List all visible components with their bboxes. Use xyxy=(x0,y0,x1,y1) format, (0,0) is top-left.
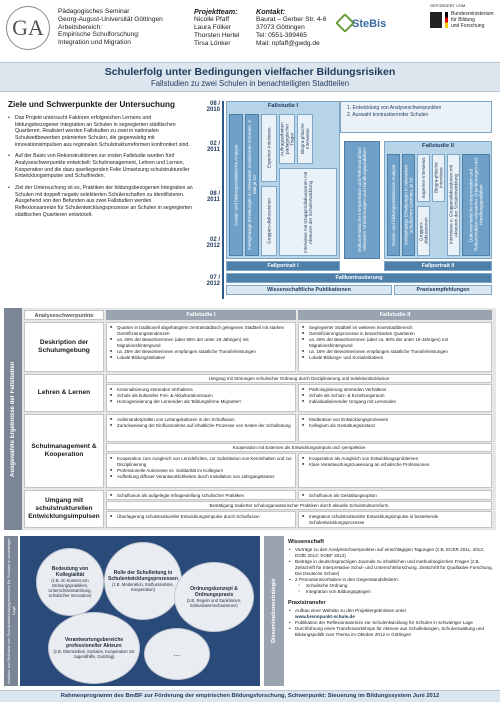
team-member: Laura Fölker xyxy=(194,24,232,32)
fs1-cell: ■ Überlagerung schulstruktureller Entwicklungsimpulse durch Schulfusion xyxy=(106,511,296,528)
timeline-axis xyxy=(222,101,224,299)
contact-line: Baurat – Gerber Str. 4-6 xyxy=(256,16,327,24)
results-row xyxy=(24,414,494,488)
fs2-method-col: mehrphasige Erhebungen in relevanten schulischen Gremien, je 10 xyxy=(402,154,415,256)
institution-block xyxy=(58,8,163,47)
fs2-method-col: Sozial- und bildungsstatistische Analyse xyxy=(387,154,400,256)
team-member: Tirsa Lönker xyxy=(194,39,231,47)
timeline-year: 08 / 2010 xyxy=(206,101,220,113)
science-heading: Wissenschaft xyxy=(288,539,325,545)
reflection-side-label: Ansätze zur Reflexion von Schulentwicklungsprozessen für Schulen in schwieriger Lage xyxy=(4,536,18,686)
title-bar xyxy=(0,62,500,92)
reflection-bubble: Ordnungskonzept & Ordnungspraxis (z.B. Regeln und Sanktionen, Exklusionsmechanismen) xyxy=(174,562,254,632)
university-seal-icon: GA xyxy=(6,6,50,50)
project-website-link[interactable]: www.brennpunkt-schule.de xyxy=(295,614,355,620)
contact-line: Tel: 0551-399465 xyxy=(256,32,307,40)
institution-line: Empirische Schulforschung: xyxy=(58,31,140,39)
col-header-fs2: Fallstudie II xyxy=(298,310,492,320)
team-member: Nicolle Pfaff xyxy=(194,16,230,24)
col-header-focus: Analyseschwerpunkte xyxy=(24,310,104,320)
practice-heading: Praxistransfer xyxy=(288,600,326,607)
science-subitem: ○ Integration von Bildungsgängen xyxy=(288,589,496,595)
fs1-cell: ■ Kriminalisierung störenden Verhaltens ■ Schule als kultureller Frei- & Akkulturationsraum ■ Homogenisierung der Lernenden als 'Bildungsferne Migranten' xyxy=(106,384,296,412)
fs1-method-col: Sozial- und bildungsstatistische Analyse xyxy=(229,114,243,256)
fs1-method-col: Interviews mit Gruppendiskussionen mit Akteuren der Schulentwicklung xyxy=(279,168,337,256)
fs2-method-col: Interviews u. Gruppendiskussionen mit Akteuren der Schulentwicklung xyxy=(447,154,460,256)
step-item: 2. Auswahl kontrastierender Schulen xyxy=(347,112,429,118)
reconstruction-col: Dokumentarische Interpretation und Rekonstruktion relevanter Orientierungen und Handlungspraktiken xyxy=(344,141,380,259)
fs2-method-col: Dokumentarische Interpretation und Rekonstruktion relevanter Orientierungen und Handlungspraktiken xyxy=(462,154,490,256)
science-item: • Vorträge zu den Analyseschwerpunkten auf einschlägigen Tagungen (z.B. ECER 2011, 2012; DGfE 2012; SOBF 2012) xyxy=(288,547,496,559)
bmbf-line: für Bildung xyxy=(451,16,475,23)
practice-item: • Durchführung eines Transferworkshops für Akteure aus Schulleitungen, Schulverwaltung und Bildungspolitik zum Thema im Oktober 2012 in Göttingen xyxy=(288,626,496,638)
german-flag-icon xyxy=(445,12,448,28)
fs1-method-col: Experten-Interviews xyxy=(261,114,277,182)
goal-item: • Das Projekt untersucht Faktoren erfolgreichen Lernens und bildungsbezogener Integration an Schulen in segregierten städtischen Quartieren. Realisiert werden Fallstudien zu zwei in nationalen Schulwettbewerben prämierten Schulen, die gegenwärtig mit innovationsimpulsen aus regionalen Schulstrukturreformen konfrontiert sind. xyxy=(8,115,194,148)
science-item: • Beiträge in deutschsprachigen Journals zu inhaltlichen und methodologischen Fragen (z.B. Zeitschrift für Interpretative Schul- und Unterrichtsforschung, Zeitschrift für Qualitative Forschung, Die Deutsche Schule) xyxy=(288,559,496,577)
fallstudie-2-title: Fallstudie II xyxy=(422,143,454,149)
fs2-cell: ■ Pathologisierung störenden Verhaltens ■ Schule als Schutz- & Erziehungsraum ■ Individualisierender Umgang mit Lernenden xyxy=(298,384,492,412)
recommendations-bar: Praxisempfehlungen xyxy=(394,285,492,295)
fs2-cell: ■ Integration schulstruktureller Entwicklungsimpulse in bestehende Schulentwicklungsprozesse xyxy=(298,511,492,528)
timeline-year: 08 / 2011 xyxy=(206,191,220,203)
poster-header xyxy=(0,0,500,60)
dissemination-section xyxy=(288,538,496,686)
fs1-method-col: Auftragsarbeiten pädagogischer Träger xyxy=(279,114,295,164)
goal-item: • Ziel der Untersuchung ist es, Praktiken der bildungsbezogenen Integration an Schulen mit doppelt negativ selektierten Schülerschaften zu identifizieren. Ausgehend von den Befunden aus zwei Fallstudien werden Reflexionsanreize für Schulentwicklungsprozesse an Schulen in segregierten städtischen Quartieren entwickelt. xyxy=(8,185,194,218)
publications-bar: Wissenschaftliche Publikationen xyxy=(226,285,392,295)
shared-finding: Bestätigung tradierter schulorganisatorischer Praktiken durch aktuelle Schulstrukturreform xyxy=(106,501,492,510)
fallkontrastierung-bar: Fallkontrastierung xyxy=(226,273,492,283)
row-label: Umgang mit schulstrukturellen Entwicklungsimpulsen xyxy=(24,490,104,528)
fs1-cell: ■ Kooperation zum Ausgleich von Lerndefiziten, zur Substitution von Kerninhalten und zur Disziplinierung ■ Professionelle Autonomie vs. Solidarität im Kollegium ■ Aufhebung diffuser Verantwortlichkeiten durch Installation von Jahrgangsteams xyxy=(106,453,296,488)
bmbf-line: und Forschung xyxy=(451,22,485,29)
poster-subtitle: Fallstudien zu zwei Schulen in benachteiligten Stadtteilen xyxy=(150,79,350,88)
reflection-bubble: Rolle der Schulleitung in Schulentwicklungsprozessen (z.B. Moderation, Einflussnahme, Kooperation) xyxy=(104,542,182,620)
fs1-method-col: Biogra-phische Interviews xyxy=(297,114,313,164)
contact-block xyxy=(256,8,326,48)
timeline-year: 02 / 2012 xyxy=(206,237,220,249)
fs2-method-col: Gruppen-diskussionen xyxy=(417,206,430,256)
fs2-cell: ■ Segregierter Stadtteil im weiteren Innenstadtbereich ■ Gentrifizierungsprozesse in benachbarten Quartieren ■ ca. 40% der Bewohnerinnen (aber ca. 60% der unter 18-Jährigen) mit Migrationshintergrund ■ ca. 16% der Bewohnerinnen empfangen staatliche Transferleistungen ■ Lokale Bildungs- und Sozialinitiativen xyxy=(298,322,492,372)
shared-finding: Umgang mit Störungen schulischer Ordnung durch Disziplinierung und Selektion/Exklusion xyxy=(106,374,492,383)
step-item: 1. Entwicklung von Analyseschwerpunkten xyxy=(347,105,442,111)
practice-item: • Aufbau einer Website zu den Projektergebnissen unter www.brennpunkt-schule.de xyxy=(288,608,496,620)
fs2-method-col: Biogra-phische Interviews xyxy=(432,154,445,202)
timeline-year: 02 / 2011 xyxy=(206,141,220,153)
eagle-icon xyxy=(430,12,442,28)
fs1-cell: ■ Aufeinanderprallen von Leitungskulturen in der Schulfusion ■ Zurückweisung der Einflussnahme auf inhaltliche Prozesse von Seiten der Schulleitung xyxy=(106,414,296,442)
goal-item: • Auf der Basis von Rekonstruktionen zur ersten Fallstudie wurden fünf Analyseschwerpunkte entwickelt: Schulmanagement, Lehren und Lernen, Kooperation und die dazu querliegenden Folie Umsetzung schulstruktureller Entwicklungsimpulse und Schulfrieden. xyxy=(8,153,194,180)
row-label: Lehren & Lernen xyxy=(24,374,104,412)
reflection-bubble: Verantwortungsbereiche professioneller Akteure (z.B. Elternarbeit, Soziales, Kooperation mit Jugendhilfe, Ganztag) xyxy=(48,612,140,684)
fs1-method-col: mehrphasige Erhebungen in relevanten schulischen Gremien, 3 Mal je 10 xyxy=(245,114,259,256)
goals-heading: Ziele und Schwerpunkte der Untersuchung xyxy=(8,100,175,109)
team-member: Thorsten Hertel xyxy=(194,32,240,40)
timeline-diagram xyxy=(198,99,494,303)
row-label: Schulmanagement & Kooperation xyxy=(24,414,104,488)
contact-email: Mail: npfaff@gwdg.de xyxy=(256,39,320,47)
practice-item: • Publikation der Reflexionsanreize zur Schulentwicklung für Schulen in schwieriger Lage xyxy=(288,620,496,626)
fallstudie-1-box xyxy=(226,101,340,259)
bmbf-top-label: GEFÖRDERT VOM xyxy=(430,3,466,8)
reflection-bubble-more: ... xyxy=(144,628,210,680)
results-row xyxy=(24,374,494,412)
bmbf-logo xyxy=(430,4,494,29)
reflection-bubble: Bedeutung von Kollegialität (z.B. im Kontext von Ordnungspraktiken, Unterrichtsentwicklung, schulischer Innovation) xyxy=(36,548,104,616)
institution-line: Arbeitsbereich: xyxy=(58,23,102,31)
institution-line: Integration und Migration xyxy=(58,39,131,47)
science-item: • 2 Promotionsvorhaben in den Gegenstandsfeldern: xyxy=(288,577,496,583)
goals-section xyxy=(8,100,194,223)
results-section xyxy=(4,308,496,530)
footer: Rahmenprogramm des BmBF zur Förderung der empirischen Bildungsforschung, Schwerpunkt: Steuerung im Bildungssystem Juni 2012 xyxy=(0,690,500,702)
institution-line: Pädagogisches Seminar xyxy=(58,8,130,15)
results-side-label: Ausgewählte Ergebnisse der Fallstudien xyxy=(4,308,22,530)
fs2-cell: ■ Kooperation als Ausgleich von Entwicklungsproblemen ■ Klare Verantwortungszuweisung an schulische Professionen xyxy=(298,453,492,488)
fallportrait-2-bar: Fallportrait II xyxy=(384,261,492,271)
poster-title: Schulerfolg unter Bedingungen vielfacher Bildungsrisiken xyxy=(104,66,396,78)
reflection-diagram xyxy=(20,536,260,686)
timeline-year: 07 / 2012 xyxy=(206,275,220,287)
fs2-cell: ■ Moderation von Entwicklungsprozessen ■ Kollegium als Gestaltungsinstanz xyxy=(298,414,492,442)
contact-heading: Kontakt: xyxy=(256,7,286,16)
fs2-cell: ■ Schulfusion als Gestaltungsoption xyxy=(298,490,492,500)
fallstudie-1-title: Fallstudie I xyxy=(267,103,299,109)
steps-box xyxy=(340,101,492,133)
fallportrait-1-bar: Fallportrait I xyxy=(226,261,340,271)
fs2-method-col: Experten-Interviews xyxy=(417,154,430,202)
shared-finding: Kooperation mit Externen als Entwicklungsimpuls und -perspektive xyxy=(106,443,492,452)
institution-line: Georg-August-Universität Göttingen xyxy=(58,15,163,23)
row-label: Deskription der Schulumgebung xyxy=(24,322,104,372)
results-row xyxy=(24,322,494,372)
fs1-cell: ■ Quartier in traditionell abgehängtem zentralstädtisch gelegenen Stadtteil mit starken Gentrifizierungstendenzen ■ ca. 40% der Bewohnerinnen (aber 68% der unter 18-Jährigen) mit Migrationshintergrund ■ ca. 25% der Bewohnerinnen empfangen staatliche Transferleistungen ■ Lokale Bildungsinitiative xyxy=(106,322,296,372)
col-header-fs1: Fallstudie I xyxy=(106,310,296,320)
contact-line: 37073 Göttingen xyxy=(256,24,305,32)
results-row xyxy=(24,490,494,528)
fs1-cell: ■ Schulfusion als aufgelegte Infragestellung schulischer Praktiken xyxy=(106,490,296,500)
fallstudie-2-box xyxy=(384,141,492,259)
team-block xyxy=(194,8,239,48)
bmbf-line: Bundesministerium xyxy=(451,10,494,17)
science-subitem: ○ Schulische Ordnung xyxy=(288,583,496,589)
dissemination-label: Disseminationsstrategie xyxy=(264,536,284,686)
team-heading: Projektteam: xyxy=(194,7,238,16)
fs1-method-col: Gruppen-diskussionen xyxy=(261,186,277,256)
stebis-logo: SteBis xyxy=(352,18,387,30)
